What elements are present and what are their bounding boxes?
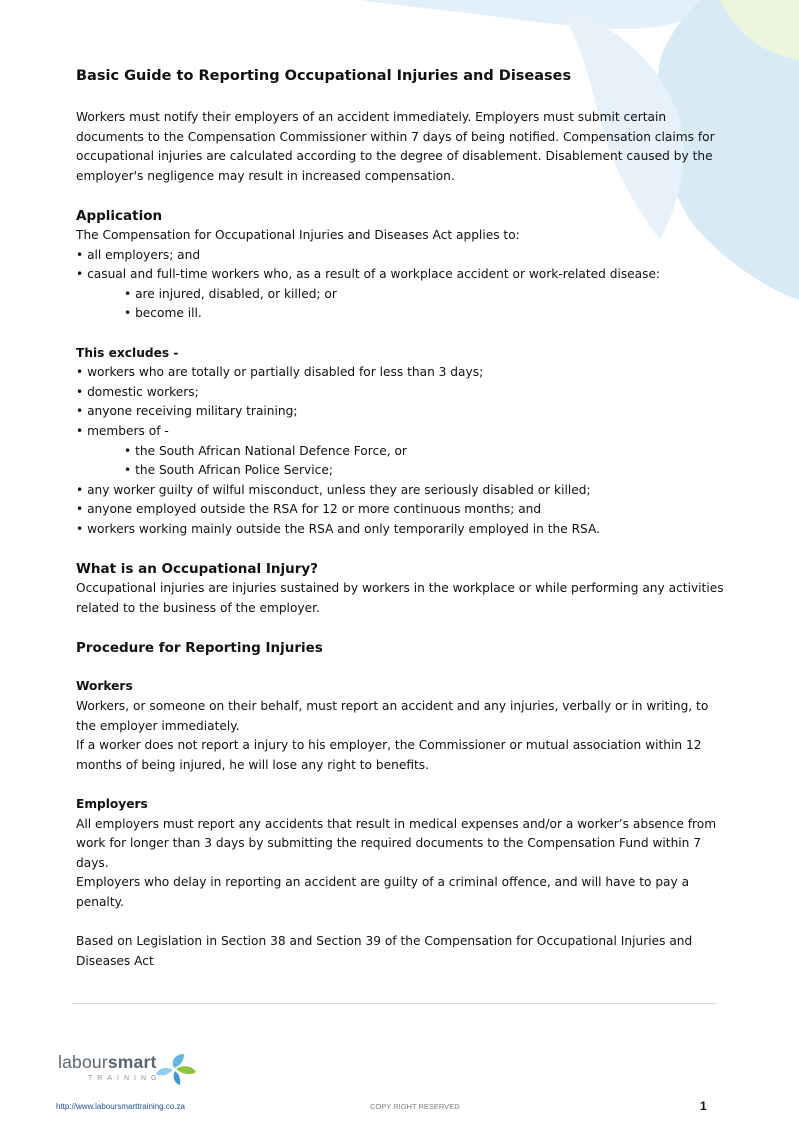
page-footer [0,1101,799,1115]
excludes-item: • workers working mainly outside the RSA and only temporarily employed in the RSA. [76,521,601,536]
application-subitem: • become ill. [124,306,202,321]
footer-divider [72,1003,716,1004]
application-lead: The Compensation for Occupational Injuries and Diseases Act applies to: [76,227,520,242]
workers-heading: Workers [76,679,133,694]
application-item: • casual and full-time workers who, as a result of a workplace accident or work-related disease: [76,267,661,282]
workers-paragraph: Workers, or someone on their behalf, must report an accident and any injuries, verbally or in writing, to the employer immediately. [76,699,709,733]
excludes-item: • domestic workers; [76,384,199,399]
legislation-note: Based on Legislation in Section 38 and Section 39 of the Compensation for Occupational Injuries and Diseases Act [76,934,693,968]
injury-heading: What is an Occupational Injury? [76,561,318,578]
logo-leaf-icon [154,1052,198,1086]
injury-paragraph: Occupational injuries are injuries sustained by workers in the workplace or while performing any activities related to the business of the employer. [76,581,724,615]
excludes-subitem: • the South African National Defence Force, or [124,443,407,458]
page-number: 1 [700,1099,707,1113]
excludes-item: • any worker guilty of wilful misconduct, unless they are seriously disabled or killed; [76,482,591,497]
footer-website-link[interactable]: http://www.laboursmarttraining.co.za [56,1102,185,1111]
logo-subtitle: TRAINING [88,1075,162,1082]
employers-heading: Employers [76,797,148,811]
excludes-heading: This excludes - [76,345,179,360]
application-subitem: • are injured, disabled, or killed; or [124,286,337,301]
excludes-item: • anyone receiving military training; [76,404,298,419]
document-body [76,66,726,971]
employers-paragraph: All employers must report any accidents that result in medical expenses and/or a worker’s absence from work for longer than 3 days by submitting the required documents to the Compensation Fund within 7 days. [76,816,717,870]
application-heading: Application [76,207,163,224]
deco-blue-leaf-top [360,0,700,29]
employers-paragraph: Employers who delay in reporting an accident are guilty of a criminal offence, and will have to pay a penalty. [76,875,690,909]
logo-word-bold: smart [107,1052,157,1072]
document-title: Basic Guide to Reporting Occupational Injuries and Diseases [76,68,572,84]
excludes-item: • workers who are totally or partially disabled for less than 3 days; [76,365,484,380]
procedure-heading: Procedure for Reporting Injuries [76,639,323,656]
logo-word-light: labour [58,1052,108,1072]
excludes-item: • members of - [76,423,169,438]
company-logo [58,1052,238,1088]
excludes-subitem: • the South African Police Service; [124,463,333,478]
workers-paragraph: If a worker does not report a injury to his employer, the Commissioner or mutual association within 12 months of being injured, he will lose any right to benefits. [76,738,702,772]
footer-copyright: COPY RIGHT RESERVED [370,1102,460,1111]
application-item: • all employers; and [76,247,201,262]
intro-paragraph: Workers must notify their employers of an accident immediately. Employers must submit certain documents to the Compensation Commissioner within 7 days of being notified. Compensation claims for occupational injuries are calculated according to the degree of disablement. Disablement caused by the employer's negligence may result in increased compensation. [76,110,715,183]
logo-wordmark [58,1052,157,1073]
excludes-item: • anyone employed outside the RSA for 12 or more continuous months; and [76,502,542,517]
